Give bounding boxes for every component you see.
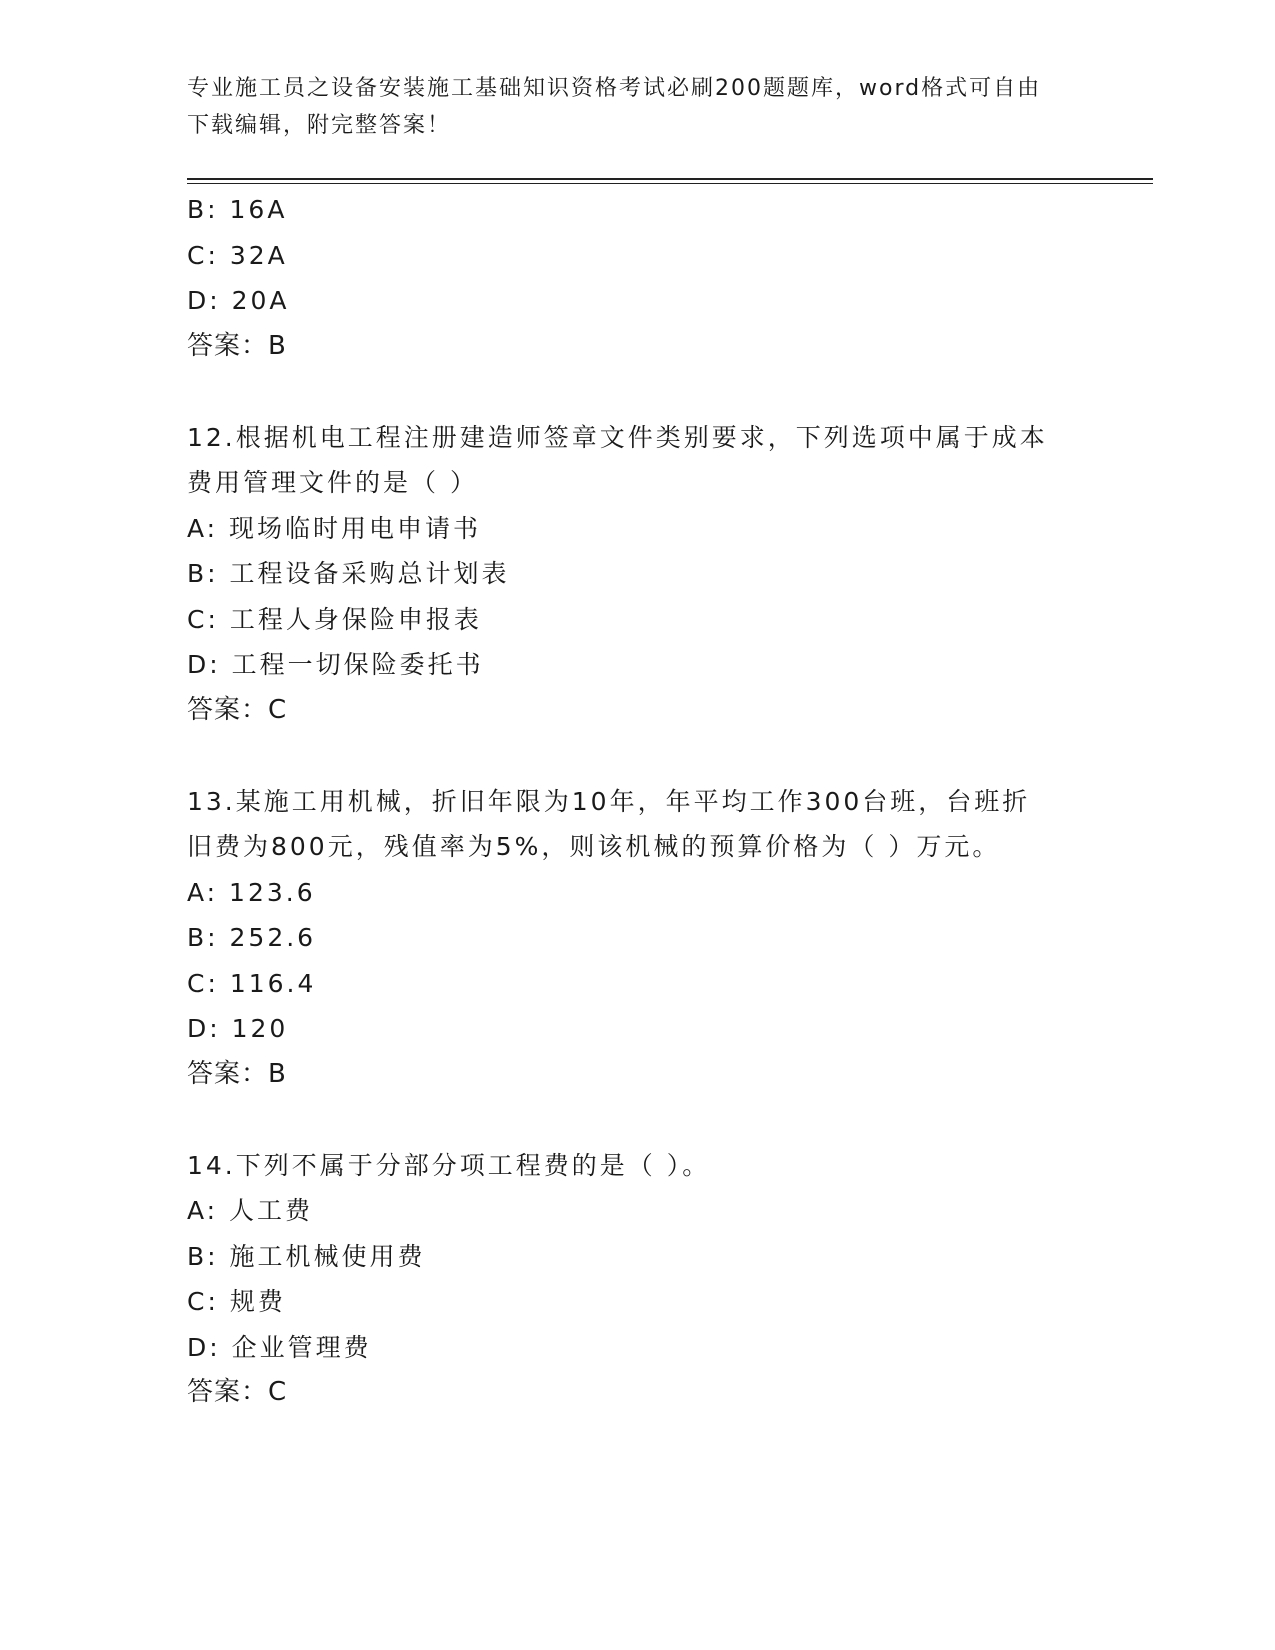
header-divider-thick [187, 178, 1153, 180]
question-spacer [187, 733, 1087, 779]
option-c: C: 规费 [187, 1287, 286, 1316]
question-13 [187, 779, 1087, 1098]
option-b: B: 252.6 [187, 923, 317, 952]
option-b: B: 工程设备采购总计划表 [187, 559, 510, 588]
answer-text: 答案：B [187, 1058, 287, 1089]
question-14 [187, 1143, 1087, 1416]
option-c: C: 32A [187, 240, 288, 270]
question-list [187, 187, 1087, 1416]
option-c: C: 116.4 [187, 968, 317, 998]
answer-text: 答案：C [187, 1377, 288, 1407]
question-12 [187, 415, 1087, 734]
question-spacer [187, 369, 1087, 415]
option-b: B: 施工机械使用费 [187, 1241, 426, 1271]
question-spacer [187, 1097, 1087, 1143]
question-11 [187, 187, 1087, 369]
header-divider-thin [187, 183, 1153, 184]
header-title-line-1: 专业施工员之设备安装施工基础知识资格考试必刷200题题库，word格式可自由 [187, 76, 1042, 101]
question-stem-line-2: 费用管理文件的是（ ） [187, 468, 478, 497]
option-c: C: 工程人身保险申报表 [187, 604, 482, 634]
question-stem-line-1: 12.根据机电工程注册建造师签章文件类别要求，下列选项中属于成本 [187, 422, 1048, 452]
option-d: D: 20A [187, 286, 290, 315]
option-a: A: 123.6 [187, 877, 316, 907]
document-header [187, 70, 1087, 144]
question-stem-line-1: 13.某施工用机械，折旧年限为10年，年平均工作300台班，台班折 [187, 786, 1031, 816]
option-a: A: 人工费 [187, 1196, 314, 1225]
header-title-line-2: 下载编辑，附完整答案！ [187, 113, 452, 138]
answer-text: 答案：C [187, 694, 288, 725]
option-a: A: 现场临时用电申请书 [187, 513, 482, 543]
question-stem-line-1: 14.下列不属于分部分项工程费的是（ ）。 [187, 1150, 711, 1180]
option-b: B: 16A [187, 195, 288, 224]
answer-text: 答案：B [187, 330, 287, 361]
option-d: D: 工程一切保险委托书 [187, 650, 484, 679]
option-d: D: 企业管理费 [187, 1332, 372, 1362]
option-d: D: 120 [187, 1014, 289, 1043]
question-stem-line-2: 旧费为800元，残值率为5%，则该机械的预算价格为（ ）万元。 [187, 832, 1001, 861]
